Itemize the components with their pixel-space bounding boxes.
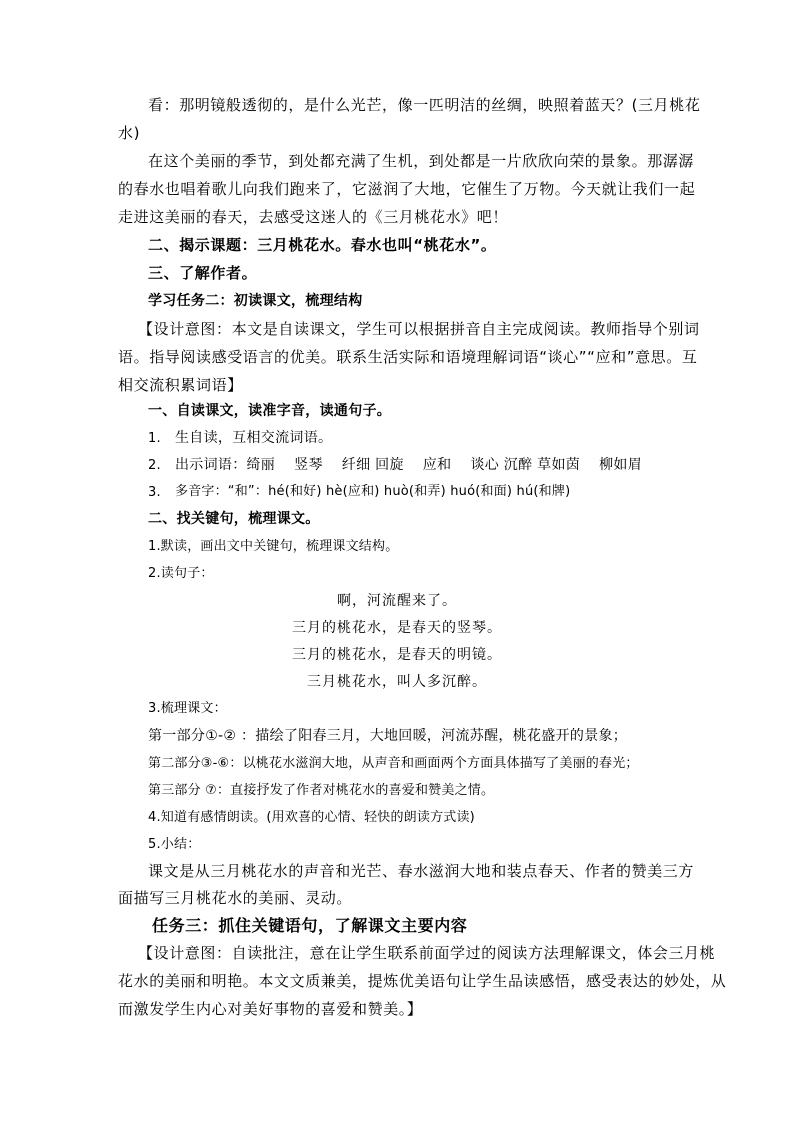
structure-part-2: 第二部分③-⑥：以桃花水滋润大地，从声音和画面两个方面具体描写了美丽的春光； (148, 756, 639, 771)
step2-item-2: 2.读句子： (148, 566, 214, 581)
step1-title: 一、自读课文，读准字音，读通句子。 (148, 403, 392, 419)
intro-line-2: 水) (118, 124, 141, 142)
design-note2-line-1: 【设计意图：自读批注，意在让学生联系前面学过的阅读方法理解课文，体会三月桃 (138, 944, 716, 962)
task2-title: 学习任务二：初读课文，梳理结构 (148, 293, 363, 309)
step2-item-5: 5.小结： (148, 837, 201, 852)
design-note1-line-1: 【设计意图：本文是自读课文，学生可以根据拼音自主完成阅读。教师指导个别词 (138, 320, 700, 338)
step1-item-3-num: 3. (148, 485, 161, 500)
step1-item-2-num: 2. (148, 458, 161, 473)
para2-line-1: 在这个美丽的季节，到处都充满了生机，到处都是一片欣欣向荣的景象。那潺潺 (148, 152, 695, 170)
intro-line-1: 看：那明镜般透彻的，是什么光芒，像一匹明洁的丝绸，映照着蓝天？(三月桃花 (148, 96, 701, 114)
structure-part-3: 第三部分 ⑦：直接抒发了作者对桃花水的喜爱和赞美之情。 (148, 783, 495, 798)
step2-title: 二、找关键句，梳理课文。 (148, 511, 320, 527)
step1-item-2-text: 出示词语：绮丽 竖琴 纤细 回旋 应和 谈心 沉醉 草如茵 柳如眉 (175, 457, 642, 473)
para2-line-3: 走进这美丽的春天，去感受这迷人的《三月桃花水》吧！ (118, 208, 509, 226)
step1-item-1-num: 1. (148, 431, 161, 446)
summary-line-1: 课文是从三月桃花水的声音和光芒、春水滋润大地和装点春天、作者的赞美三方 (148, 862, 695, 880)
design-note1-line-2: 语。指导阅读感受语言的优美。联系生活实际和语境理解词语“谈心”“应和”意思。互 (118, 348, 698, 366)
step2-item-3: 3.梳理课文： (148, 701, 227, 716)
key-sentence-2: 三月的桃花水，是春天的竖琴。 (292, 620, 502, 636)
key-sentence-3: 三月的桃花水，是春天的明镜。 (292, 647, 502, 663)
key-sentence-1: 啊，河流醒来了。 (337, 593, 457, 609)
design-note2-line-3: 而激发学生内心对美好事物的喜爱和赞美。】 (118, 1000, 423, 1018)
structure-part-1: 第一部分①-② ：描绘了阳春三月，大地回暖，河流苏醒，桃花盛开的景象； (148, 728, 628, 744)
key-sentence-4: 三月桃花水，叫人多沉醉。 (307, 674, 487, 690)
task3-title: 任务三：抓住关键语句，了解课文主要内容 (152, 916, 468, 935)
step1-item-3-text: 多音字：“和”：hé(和好) hè(应和) huò(和弄) huó(和面) hú(和牌) (175, 484, 571, 499)
step1-item-1-text: 生自读，互相交流词语。 (175, 430, 333, 446)
step2-item-1: 1.默读，画出文中关键句，梳理课文结构。 (148, 539, 399, 554)
section3-title: 三、了解作者。 (148, 264, 258, 282)
summary-line-2: 面描写三月桃花水的美丽、灵动。 (118, 889, 353, 907)
section2-title: 二、揭示课题：三月桃花水。春水也叫“桃花水”。 (148, 236, 497, 254)
design-note1-line-3: 相交流积累词语】 (118, 376, 243, 394)
para2-line-2: 的春水也唱着歌儿向我们跑来了，它滋润了大地，它催生了万物。今天就让我们一起 (118, 180, 696, 198)
design-note2-line-2: 花水的美丽和明艳。本文文质兼美，提炼优美语句让学生品读感悟，感受表达的妙处，从 (118, 972, 727, 990)
step2-item-4: 4.知道有感情朗读。(用欢喜的心情、轻快的朗读方式读) (148, 810, 475, 825)
